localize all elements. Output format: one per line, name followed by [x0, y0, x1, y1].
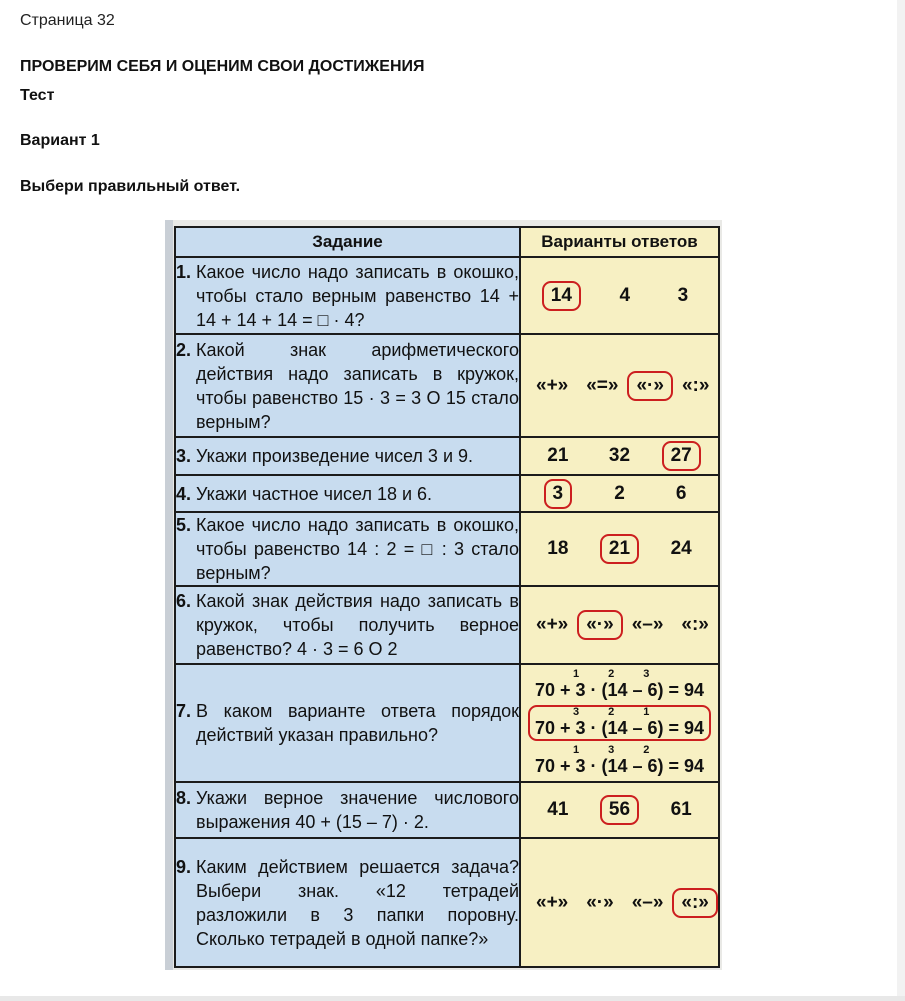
expression-text: 70 + 3 · (14 – 6) = 94	[534, 680, 705, 700]
answer-option[interactable]: «–»	[631, 891, 664, 913]
breadcrumb[interactable]: Страница 32	[20, 12, 115, 29]
expression-text: 70 + 3 · (14 – 6) = 94	[534, 756, 705, 776]
answer-option[interactable]: 41	[547, 799, 569, 820]
answer-option[interactable]: «+»	[536, 614, 569, 635]
answer-option[interactable]: 24	[670, 538, 692, 559]
answer-option[interactable]: 61	[670, 799, 692, 820]
answer-option[interactable]: 3	[677, 284, 689, 306]
answer-option[interactable]: «+»	[536, 891, 569, 913]
answer-option[interactable]: 21	[547, 445, 569, 466]
table-row	[175, 586, 719, 664]
answer-option-selected[interactable]: 21	[600, 534, 639, 564]
table-row	[175, 475, 719, 512]
answer-option[interactable]: 4	[619, 284, 631, 306]
answer-option[interactable]: 18	[547, 538, 569, 559]
task-text: В каком варианте ответа порядок действий указан правильно?	[196, 701, 519, 745]
table-row	[175, 512, 719, 586]
table-row	[175, 257, 719, 334]
task-text: Укажи произведение чисел 3 и 9.	[196, 446, 474, 466]
table-row	[175, 838, 719, 967]
task-text: Каким действием решается задача? Выбери знак. «12 тетрадей разложили в 3 папки поровну. Сколько тетрадей в одной папке?»	[196, 856, 519, 949]
answer-option[interactable]: «–»	[631, 614, 664, 635]
bottom-divider	[0, 996, 905, 1001]
answer-option[interactable]: 32	[608, 445, 631, 466]
task-number: 8.	[176, 788, 192, 808]
textbook-page-image	[165, 220, 722, 970]
answer-option[interactable]: «:»	[681, 374, 710, 396]
binding-spine	[165, 220, 173, 970]
task-number: 3.	[176, 446, 192, 466]
task-number: 9.	[176, 856, 192, 877]
operation-order: 3 2 1	[572, 706, 663, 718]
table-row	[175, 437, 719, 475]
column-header-task: Задание	[175, 227, 520, 257]
answer-option[interactable]: «=»	[586, 374, 619, 396]
task-text: Какое число надо записать в окошко, чтобы стало верным равенство 14 + 14 + 14 + 14 = □ · 4?	[196, 261, 519, 330]
answer-option-selected[interactable]: «·»	[577, 610, 622, 640]
answer-option[interactable]: «·»	[586, 891, 614, 913]
expression-option-selected[interactable]	[528, 705, 711, 741]
answer-option-selected[interactable]: 3	[544, 479, 573, 509]
answer-option-selected[interactable]: 14	[542, 281, 581, 311]
instruction-text: Выбери правильный ответ.	[20, 178, 241, 195]
page-title: ПРОВЕРИМ СЕБЯ И ОЦЕНИМ СВОИ ДОСТИЖЕНИЯ	[20, 58, 425, 75]
operation-order: 1 2 3	[572, 668, 663, 680]
test-table	[174, 226, 720, 968]
expression-option[interactable]	[528, 667, 711, 703]
answer-option-selected[interactable]: «:»	[672, 888, 717, 918]
column-header-answers: Варианты ответов	[520, 227, 719, 257]
task-text: Какой знак арифметического действия надо записать в кружок, чтобы равенство 15 · 3 = 3 O 15 стало верным?	[196, 339, 519, 432]
task-number: 2.	[176, 339, 192, 360]
expression-option[interactable]	[528, 743, 711, 779]
table-row	[175, 782, 719, 838]
page-edge	[897, 0, 905, 1001]
answer-option-selected[interactable]: 56	[600, 795, 639, 825]
task-number: 7.	[176, 701, 192, 721]
answer-option-selected[interactable]: 27	[662, 441, 701, 471]
task-number: 5.	[176, 515, 192, 535]
task-text: Какое число надо записать в окошко, чтобы равенство 14 : 2 = □ : 3 стало верным?	[196, 515, 519, 583]
answer-option[interactable]: 2	[614, 482, 625, 504]
answer-option[interactable]: «:»	[681, 614, 709, 635]
variant-label: Вариант 1	[20, 132, 100, 149]
answer-option-selected[interactable]: «·»	[627, 371, 672, 401]
task-text: Укажи верное значение числового выражения 40 + (15 – 7) · 2.	[196, 788, 519, 832]
table-row	[175, 664, 719, 782]
task-number: 6.	[176, 591, 192, 611]
test-label: Тест	[20, 87, 55, 104]
expression-text: 70 + 3 · (14 – 6) = 94	[534, 718, 705, 738]
answer-option[interactable]: «+»	[536, 374, 569, 396]
operation-order: 1 3 2	[572, 744, 663, 756]
task-number: 1.	[176, 261, 192, 282]
task-number: 4.	[176, 483, 192, 504]
task-text: Укажи частное чисел 18 и 6.	[196, 483, 433, 504]
answer-option[interactable]: 6	[675, 482, 687, 504]
task-text: Какой знак действия надо записать в кружок, чтобы получить верное равенство? 4 · 3 = 6 O 2	[196, 591, 519, 659]
table-row	[175, 334, 719, 437]
